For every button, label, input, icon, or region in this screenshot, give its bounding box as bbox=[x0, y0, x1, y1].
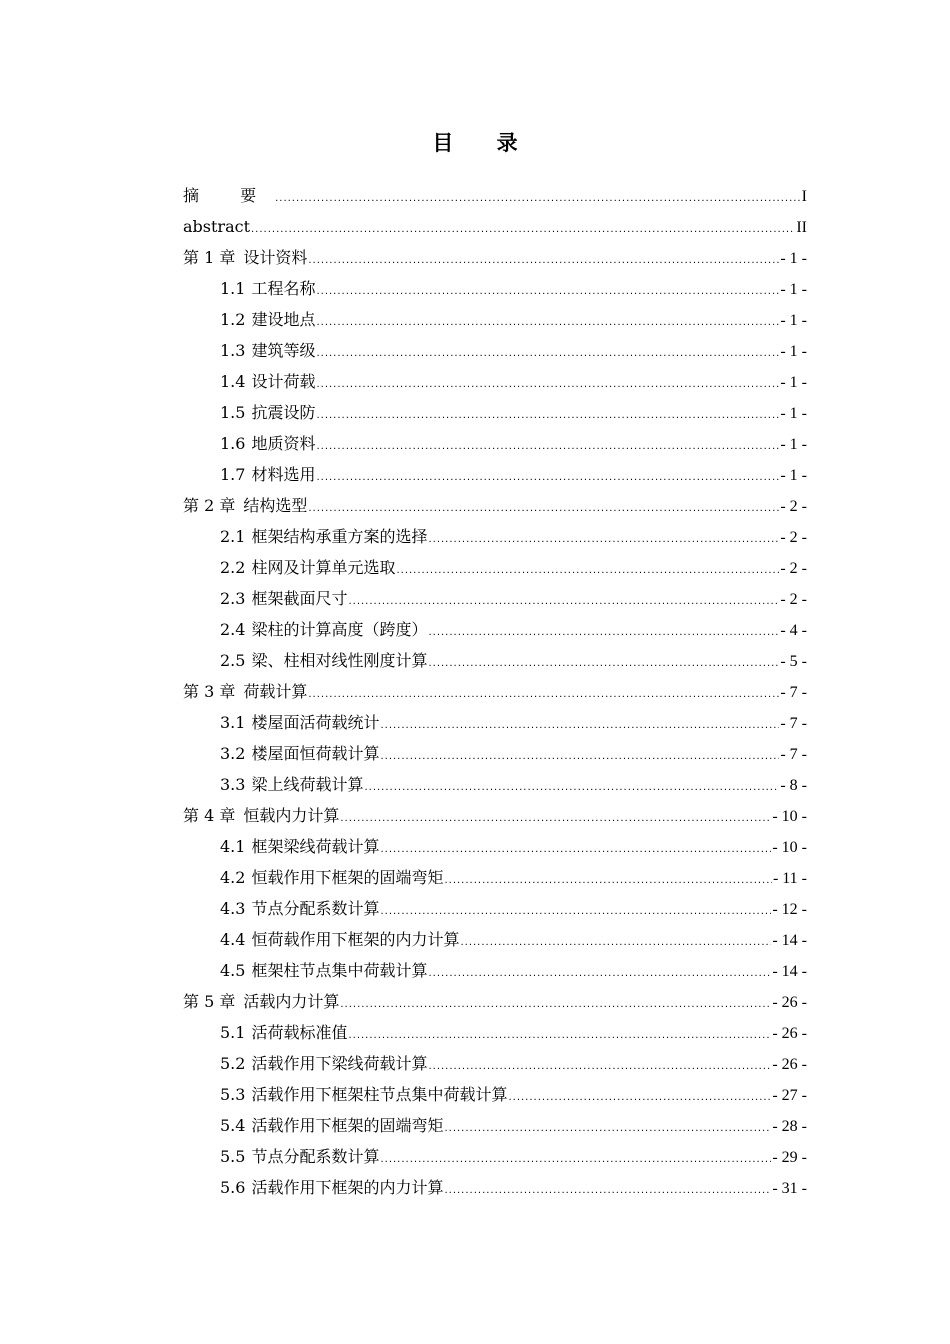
toc-list bbox=[183, 180, 807, 1203]
toc-entry-number: 4.3 bbox=[220, 899, 246, 918]
toc-entry-label bbox=[183, 490, 307, 521]
toc-entry-text: 活载作用下框架的内力计算 bbox=[251, 1178, 444, 1197]
toc-entry-label bbox=[220, 459, 315, 490]
toc-page-number: - 10 - bbox=[772, 808, 807, 825]
toc-entry-text: 建设地点 bbox=[251, 310, 316, 329]
toc-dot-leader bbox=[308, 493, 779, 524]
toc-section-entry[interactable] bbox=[183, 583, 807, 614]
toc-page-number: - 28 - bbox=[772, 1118, 807, 1135]
toc-entry-text: 工程名称 bbox=[251, 279, 316, 298]
toc-title: 目 录 bbox=[432, 130, 536, 155]
toc-entry-label bbox=[220, 1110, 443, 1141]
toc-entry-text: 结构选型 bbox=[243, 496, 308, 515]
toc-page-number: - 1 - bbox=[780, 343, 807, 360]
toc-page-number: - 7 - bbox=[780, 715, 807, 732]
toc-entry-label bbox=[220, 1017, 347, 1048]
toc-entry-text: 梁、柱相对线性刚度计算 bbox=[251, 651, 428, 670]
toc-entry-label bbox=[183, 242, 307, 273]
toc-section-entry[interactable] bbox=[183, 335, 807, 366]
toc-chapter-entry[interactable] bbox=[183, 180, 807, 211]
toc-entry-number: 1.5 bbox=[220, 403, 246, 422]
toc-entry-label bbox=[220, 521, 427, 552]
toc-dot-leader bbox=[380, 896, 771, 927]
toc-dot-leader bbox=[275, 183, 801, 214]
toc-section-entry[interactable] bbox=[183, 707, 807, 738]
toc-section-entry[interactable] bbox=[183, 552, 807, 583]
toc-dot-leader bbox=[364, 772, 779, 803]
toc-page-number: - 14 - bbox=[772, 932, 807, 949]
toc-entry-number: 2.3 bbox=[220, 589, 246, 608]
toc-entry-text: 材料选用 bbox=[251, 465, 316, 484]
toc-section-entry[interactable] bbox=[183, 738, 807, 769]
toc-dot-leader bbox=[340, 989, 771, 1020]
toc-entry-label bbox=[220, 1172, 443, 1203]
toc-page-number: - 2 - bbox=[780, 498, 807, 515]
toc-entry-text: 活载内力计算 bbox=[243, 992, 340, 1011]
toc-entry-number: 1.3 bbox=[220, 341, 246, 360]
toc-section-entry[interactable] bbox=[183, 1141, 807, 1172]
toc-entry-label bbox=[220, 1141, 379, 1172]
toc-dot-leader bbox=[316, 276, 779, 307]
toc-page-number: - 26 - bbox=[772, 1025, 807, 1042]
toc-page-number: - 26 - bbox=[772, 1056, 807, 1073]
toc-dot-leader bbox=[316, 338, 779, 369]
toc-entry-text: 活荷载标准值 bbox=[251, 1023, 348, 1042]
toc-entry-number: 1.4 bbox=[220, 372, 246, 391]
toc-dot-leader bbox=[380, 710, 779, 741]
toc-dot-leader bbox=[428, 1051, 771, 1082]
toc-page-number: - 7 - bbox=[780, 746, 807, 763]
toc-dot-leader bbox=[508, 1082, 771, 1113]
toc-entry-label bbox=[220, 397, 315, 428]
toc-dot-leader bbox=[444, 1175, 771, 1206]
toc-entry-number: 5.1 bbox=[220, 1023, 246, 1042]
toc-entry-number: 2.5 bbox=[220, 651, 246, 670]
toc-entry-text: 荷载计算 bbox=[243, 682, 308, 701]
toc-page-number: - 2 - bbox=[780, 591, 807, 608]
toc-dot-leader bbox=[428, 958, 771, 989]
toc-entry-text: 活载作用下框架的固端弯矩 bbox=[251, 1116, 444, 1135]
toc-entry-label bbox=[183, 800, 339, 831]
toc-entry-text: 节点分配系数计算 bbox=[251, 1147, 380, 1166]
toc-entry-label bbox=[220, 614, 427, 645]
toc-section-entry[interactable] bbox=[183, 893, 807, 924]
toc-page-number: I bbox=[801, 188, 807, 205]
toc-dot-leader bbox=[348, 1020, 771, 1051]
toc-dot-leader bbox=[348, 586, 779, 617]
toc-page-number: - 5 - bbox=[780, 653, 807, 670]
toc-entry-label bbox=[220, 1048, 427, 1079]
toc-chapter-entry[interactable] bbox=[183, 242, 807, 273]
toc-chapter-entry[interactable] bbox=[183, 676, 807, 707]
toc-entry-label bbox=[220, 707, 379, 738]
toc-section-entry[interactable] bbox=[183, 1110, 807, 1141]
toc-dot-leader bbox=[316, 431, 779, 462]
toc-entry-label bbox=[220, 552, 395, 583]
toc-dot-leader bbox=[428, 617, 779, 648]
toc-page-number: - 12 - bbox=[772, 901, 807, 918]
toc-entry-text: 楼屋面恒荷载计算 bbox=[251, 744, 380, 763]
toc-chapter-entry[interactable] bbox=[183, 986, 807, 1017]
toc-page-number: - 8 - bbox=[780, 777, 807, 794]
toc-page-number: - 1 - bbox=[780, 312, 807, 329]
toc-dot-leader bbox=[380, 834, 771, 865]
toc-dot-leader bbox=[428, 648, 779, 679]
toc-section-entry[interactable] bbox=[183, 614, 807, 645]
toc-page-number: - 1 - bbox=[780, 250, 807, 267]
toc-entry-label bbox=[183, 211, 250, 242]
toc-dot-leader bbox=[444, 1113, 771, 1144]
toc-entry-number: 2.2 bbox=[220, 558, 246, 577]
toc-entry-label bbox=[220, 924, 459, 955]
toc-page-number: - 7 - bbox=[780, 684, 807, 701]
toc-entry-number: 第 2 章 bbox=[183, 496, 236, 515]
toc-entry-number: 4.2 bbox=[220, 868, 246, 887]
toc-entry-label bbox=[220, 955, 427, 986]
toc-entry-text: 设计资料 bbox=[243, 248, 308, 267]
toc-entry-text: 活载作用下框架柱节点集中荷载计算 bbox=[251, 1085, 508, 1104]
toc-entry-text: 节点分配系数计算 bbox=[251, 899, 380, 918]
toc-entry-number: 第 1 章 bbox=[183, 248, 236, 267]
toc-page-number: - 29 - bbox=[772, 1149, 807, 1166]
toc-page-number: - 10 - bbox=[772, 839, 807, 856]
toc-entry-label bbox=[220, 335, 315, 366]
toc-section-entry[interactable] bbox=[183, 521, 807, 552]
toc-dot-leader bbox=[316, 400, 779, 431]
toc-entry-number: 2.1 bbox=[220, 527, 246, 546]
toc-chapter-entry[interactable] bbox=[183, 211, 807, 242]
toc-page-number: - 11 - bbox=[772, 870, 807, 887]
toc-entry-number: 4.5 bbox=[220, 961, 246, 980]
toc-entry-text: 梁柱的计算高度（跨度） bbox=[251, 620, 428, 639]
toc-entry-text: 梁上线荷载计算 bbox=[251, 775, 364, 794]
toc-dot-leader bbox=[444, 865, 771, 896]
toc-entry-number: 1.1 bbox=[220, 279, 246, 298]
toc-entry-number: 5.4 bbox=[220, 1116, 246, 1135]
toc-section-entry[interactable] bbox=[183, 645, 807, 676]
toc-entry-text: 地质资料 bbox=[251, 434, 316, 453]
toc-entry-text: 柱网及计算单元选取 bbox=[251, 558, 396, 577]
toc-dot-leader bbox=[460, 927, 771, 958]
toc-chapter-entry[interactable] bbox=[183, 490, 807, 521]
toc-entry-text: 框架梁线荷载计算 bbox=[251, 837, 380, 856]
toc-entry-number: 3.1 bbox=[220, 713, 246, 732]
toc-entry-label bbox=[220, 893, 379, 924]
toc-section-entry[interactable] bbox=[183, 924, 807, 955]
toc-entry-number: 第 4 章 bbox=[183, 806, 236, 825]
toc-entry-number: 4.4 bbox=[220, 930, 246, 949]
toc-dot-leader bbox=[308, 245, 779, 276]
toc-section-entry[interactable] bbox=[183, 955, 807, 986]
toc-entry-text: 框架结构承重方案的选择 bbox=[251, 527, 428, 546]
toc-dot-leader bbox=[316, 462, 779, 493]
toc-section-entry[interactable] bbox=[183, 428, 807, 459]
toc-dot-leader bbox=[340, 803, 771, 834]
toc-entry-label bbox=[220, 738, 379, 769]
toc-page-number: - 2 - bbox=[780, 560, 807, 577]
toc-entry-label bbox=[220, 366, 315, 397]
toc-page-number: - 1 - bbox=[780, 374, 807, 391]
toc-entry-label bbox=[183, 676, 307, 707]
toc-section-entry[interactable] bbox=[183, 1172, 807, 1203]
toc-entry-number: 第 3 章 bbox=[183, 682, 236, 701]
toc-entry-number: 3.3 bbox=[220, 775, 246, 794]
toc-dot-leader bbox=[396, 555, 779, 586]
toc-entry-number: 1.2 bbox=[220, 310, 246, 329]
toc-page-number: - 1 - bbox=[780, 436, 807, 453]
toc-dot-leader bbox=[380, 741, 779, 772]
toc-entry-text: 框架截面尺寸 bbox=[251, 589, 348, 608]
toc-entry-number: 4.1 bbox=[220, 837, 246, 856]
toc-section-entry[interactable] bbox=[183, 459, 807, 490]
toc-entry-text: 恒荷载作用下框架的内力计算 bbox=[251, 930, 460, 949]
toc-entry-label bbox=[220, 428, 315, 459]
toc-section-entry[interactable] bbox=[183, 831, 807, 862]
toc-entry-number: 1.6 bbox=[220, 434, 246, 453]
toc-entry-label bbox=[220, 862, 443, 893]
toc-chapter-entry[interactable] bbox=[183, 800, 807, 831]
toc-entry-text: 框架柱节点集中荷载计算 bbox=[251, 961, 428, 980]
toc-entry-text: 恒载内力计算 bbox=[243, 806, 340, 825]
toc-entry-label bbox=[220, 645, 427, 676]
toc-entry-text: 设计荷载 bbox=[251, 372, 316, 391]
toc-entry-label bbox=[220, 831, 379, 862]
toc-section-entry[interactable] bbox=[183, 273, 807, 304]
toc-page-number: - 1 - bbox=[780, 281, 807, 298]
toc-entry-text: 恒载作用下框架的固端弯矩 bbox=[251, 868, 444, 887]
toc-section-entry[interactable] bbox=[183, 862, 807, 893]
toc-dot-leader bbox=[380, 1144, 771, 1175]
toc-section-entry[interactable] bbox=[183, 1017, 807, 1048]
toc-entry-number: 3.2 bbox=[220, 744, 246, 763]
toc-entry-text: 活载作用下梁线荷载计算 bbox=[251, 1054, 428, 1073]
toc-entry-text: 楼屋面活荷载统计 bbox=[251, 713, 380, 732]
toc-entry-text: abstract bbox=[183, 217, 250, 236]
toc-entry-label bbox=[183, 180, 274, 211]
toc-entry-number: 1.7 bbox=[220, 465, 246, 484]
toc-entry-number: 5.5 bbox=[220, 1147, 246, 1166]
toc-entry-label bbox=[220, 273, 315, 304]
toc-entry-text: 建筑等级 bbox=[251, 341, 316, 360]
toc-entry-label bbox=[220, 769, 363, 800]
toc-page-number: - 4 - bbox=[780, 622, 807, 639]
toc-section-entry[interactable] bbox=[183, 1079, 807, 1110]
toc-dot-leader bbox=[308, 679, 779, 710]
toc-dot-leader bbox=[428, 524, 779, 555]
toc-entry-label bbox=[220, 1079, 507, 1110]
toc-page-number: - 27 - bbox=[772, 1087, 807, 1104]
toc-entry-label bbox=[183, 986, 339, 1017]
toc-dot-leader bbox=[251, 214, 795, 245]
toc-page-number: - 26 - bbox=[772, 994, 807, 1011]
toc-dot-leader bbox=[316, 307, 779, 338]
toc-entry-label bbox=[220, 583, 347, 614]
toc-entry-number: 5.2 bbox=[220, 1054, 246, 1073]
toc-section-entry[interactable] bbox=[183, 304, 807, 335]
toc-entry-text: 摘 要 bbox=[183, 186, 275, 205]
toc-entry-text: 抗震设防 bbox=[251, 403, 316, 422]
toc-page-number: - 2 - bbox=[780, 529, 807, 546]
toc-dot-leader bbox=[316, 369, 779, 400]
toc-entry-number: 2.4 bbox=[220, 620, 246, 639]
toc-entry-number: 5.3 bbox=[220, 1085, 246, 1104]
toc-entry-label bbox=[220, 304, 315, 335]
toc-entry-number: 5.6 bbox=[220, 1178, 246, 1197]
toc-page-number: II bbox=[796, 219, 807, 236]
toc-section-entry[interactable] bbox=[183, 366, 807, 397]
toc-page-number: - 14 - bbox=[772, 963, 807, 980]
toc-entry-number: 第 5 章 bbox=[183, 992, 236, 1011]
toc-page-number: - 1 - bbox=[780, 405, 807, 422]
toc-section-entry[interactable] bbox=[183, 769, 807, 800]
toc-section-entry[interactable] bbox=[183, 397, 807, 428]
toc-page-number: - 31 - bbox=[772, 1180, 807, 1197]
toc-section-entry[interactable] bbox=[183, 1048, 807, 1079]
toc-page-number: - 1 - bbox=[780, 467, 807, 484]
